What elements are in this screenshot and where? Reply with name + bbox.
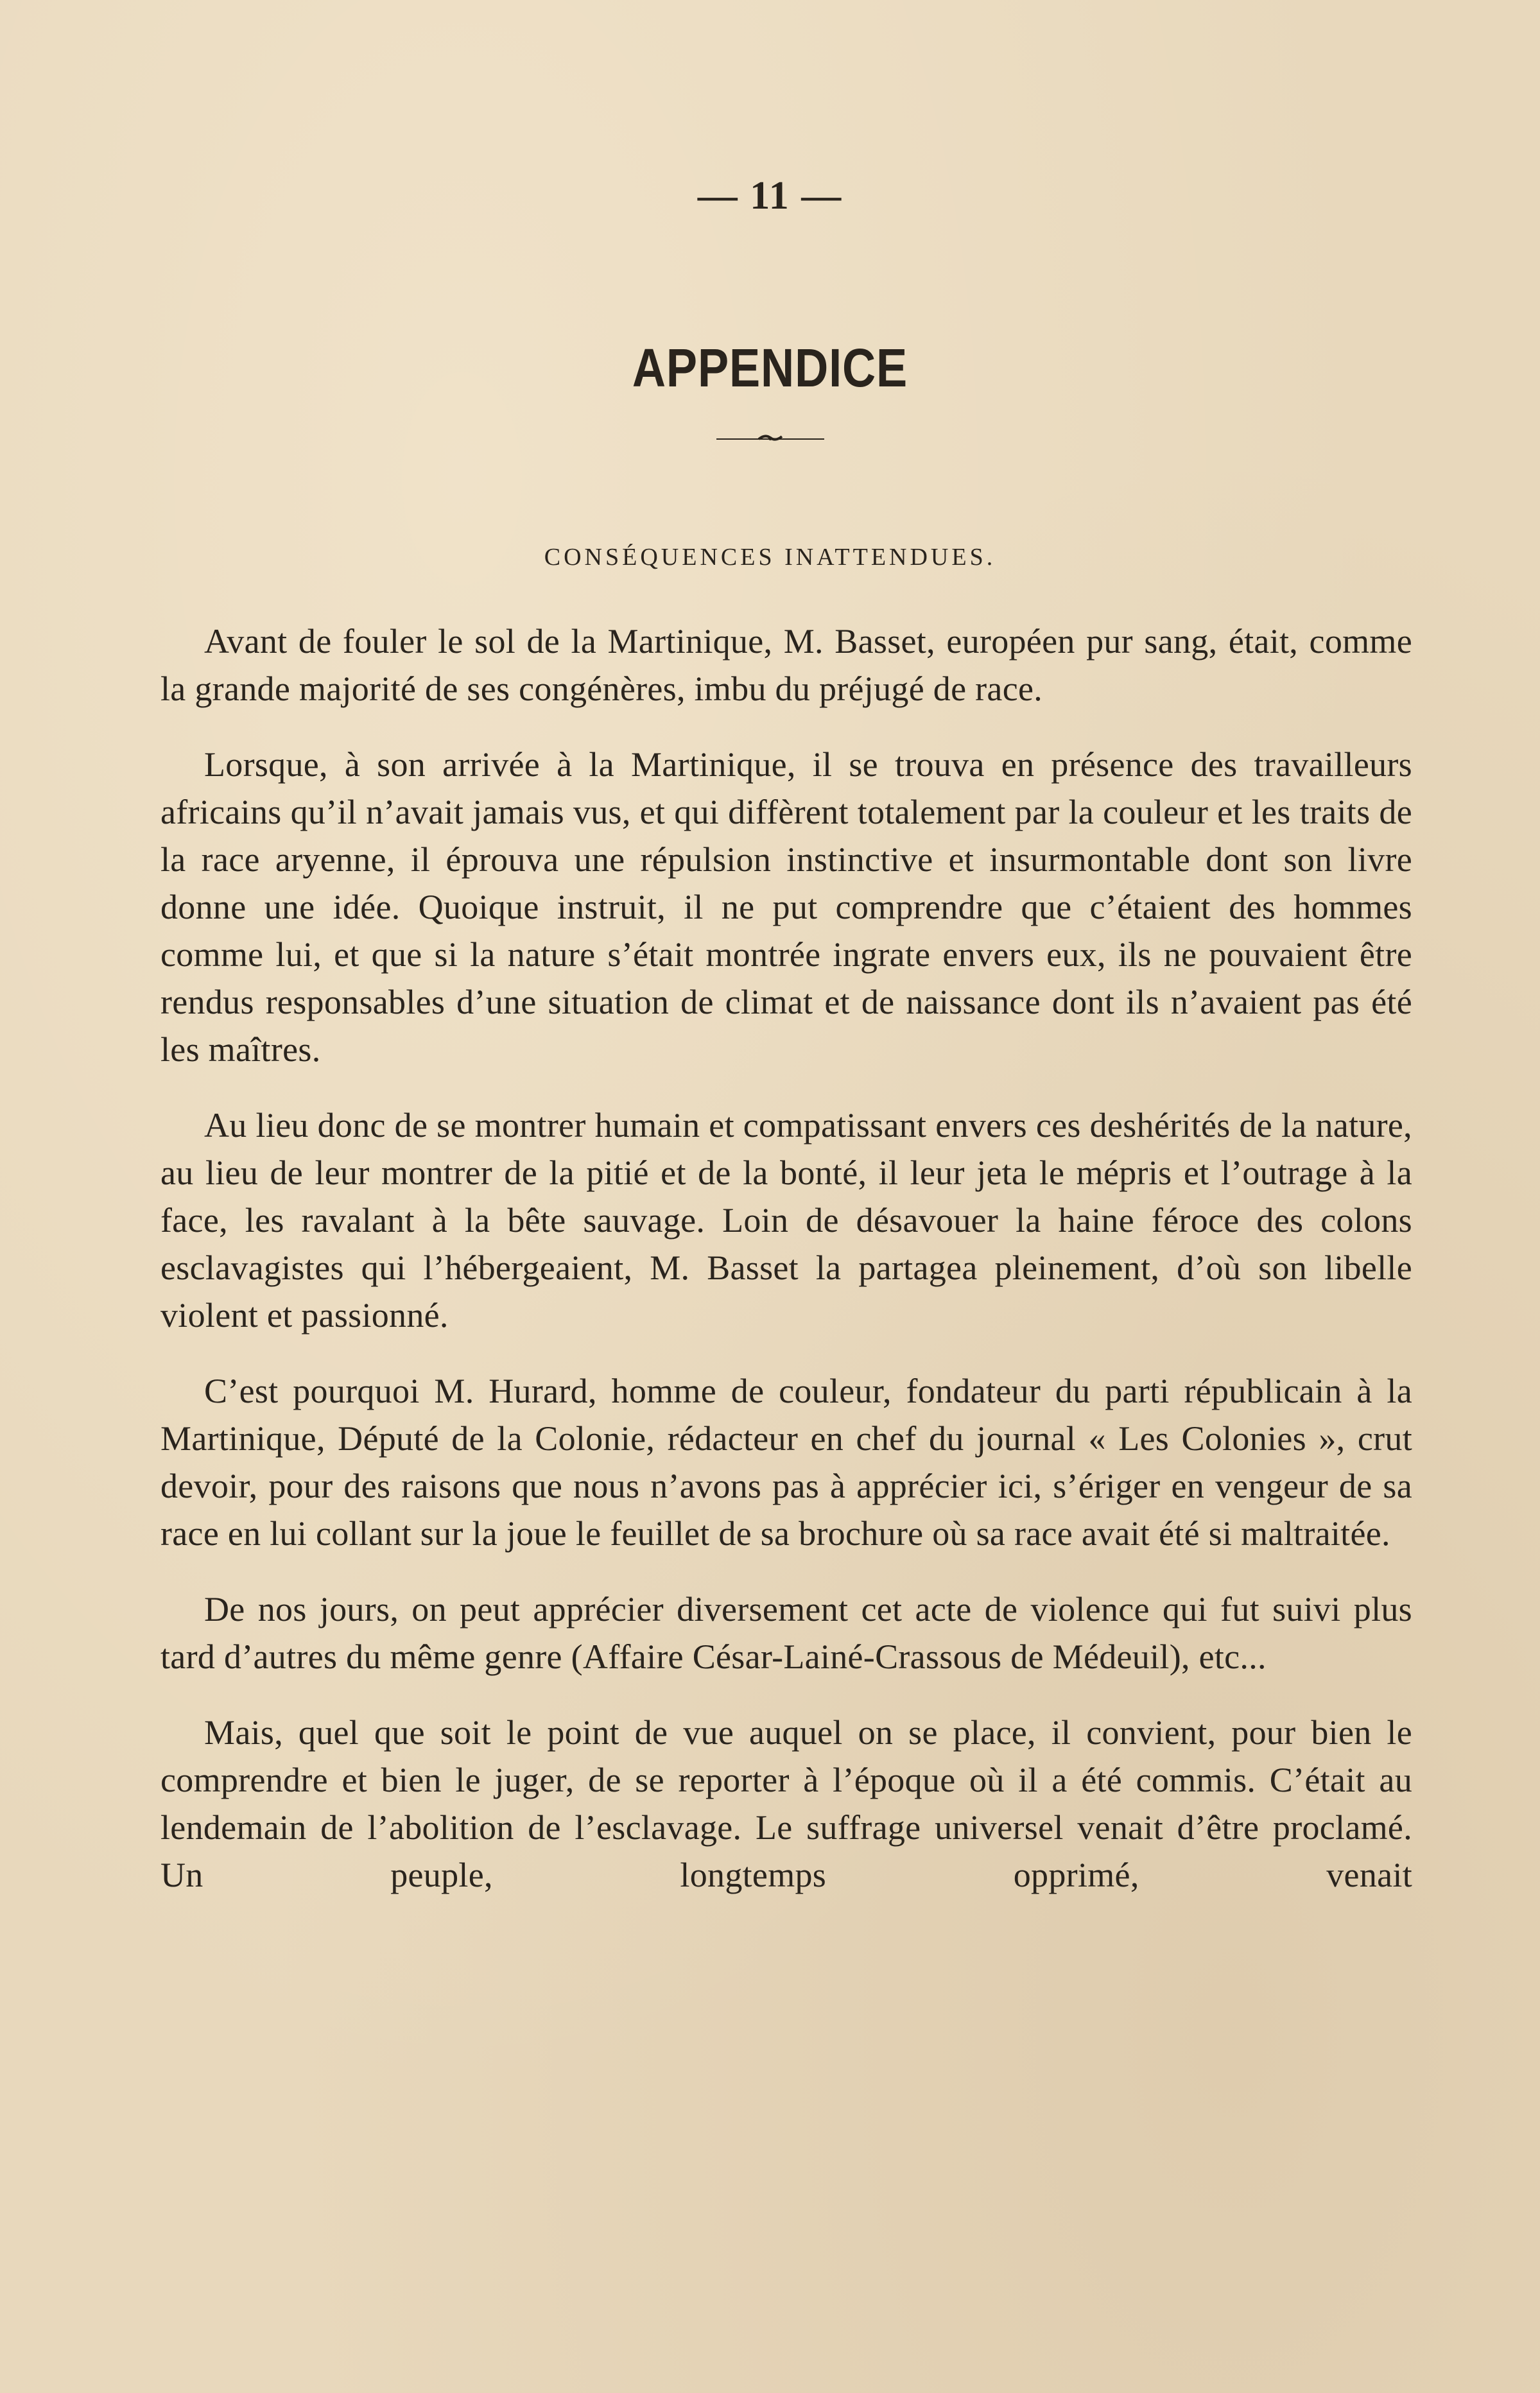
paragraph: Mais, quel que soit le point de vue auquel on se place, il convient, pour bien le comprendre et bien le juger, de se reporter à l’époque où il a été commis. C’était au lendemain de l’abolition de l’esclavage. Le suffrage universel venait d’être proclamé. Un peuple, longtemps opprimé, venait [160,1713,1412,1894]
paragraph: Au lieu donc de se montrer humain et compatissant envers ces deshérités de la nature, au lieu de leur montrer de la pitié et de la bonté, il leur jeta le mépris et l’outrage à la face, les ravalant à la bête sauvage. Loin de désavouer la haine féroce des colons esclavagistes qui l’hébergeaient, M. Basset la partagea pleinement, d’où son libelle violent et passionné. [160,1106,1412,1335]
paragraph: Lorsque, à son arrivée à la Martinique, il se trouva en présence des travailleurs africains qu’il n’avait jamais vus, et qui diffèrent totalement par la couleur et les traits de la race aryenne, il éprouva une répulsion instinctive et insurmontable dont son livre donne une idée. Quoique instruit, il ne put comprendre que c’étaient des hommes comme lui, et que si la nature s’était montrée ingrate envers eux, ils ne pouvaient être rendus responsables d’une situation de climat et de naissance dont ils n’avaient pas été les maîtres. [160,745,1412,1069]
paragraph: C’est pourquoi M. Hurard, homme de couleur, fondateur du parti républicain à la Martinique, Député de la Colonie, rédacteur en chef du journal « Les Colonies », crut devoir, pour des raisons que nous n’avons pas à apprécier ici, s’ériger en vengeur de sa race en lui collant sur la joue le feuillet de sa brochure où sa race avait été si maltraitée. [160,1372,1412,1553]
body-text [160,618,1412,1927]
paragraph: De nos jours, on peut apprécier diversement cet acte de violence qui fut suivi plus tard d’autres du même genre (Affaire César-Lainé-Crassous de Médeuil), etc... [160,1590,1412,1676]
flourish-ornament-icon [714,434,827,443]
page-number: — 11 — [697,174,843,218]
section-heading: CONSÉQUENCES INATTENDUES. [544,544,996,571]
paragraph: Avant de fouler le sol de la Martinique, M. Basset, européen pur sang, était, comme la grande majorité de ses congénères, imbu du préjugé de race. [160,622,1412,708]
page-title: APPENDICE [632,338,908,398]
